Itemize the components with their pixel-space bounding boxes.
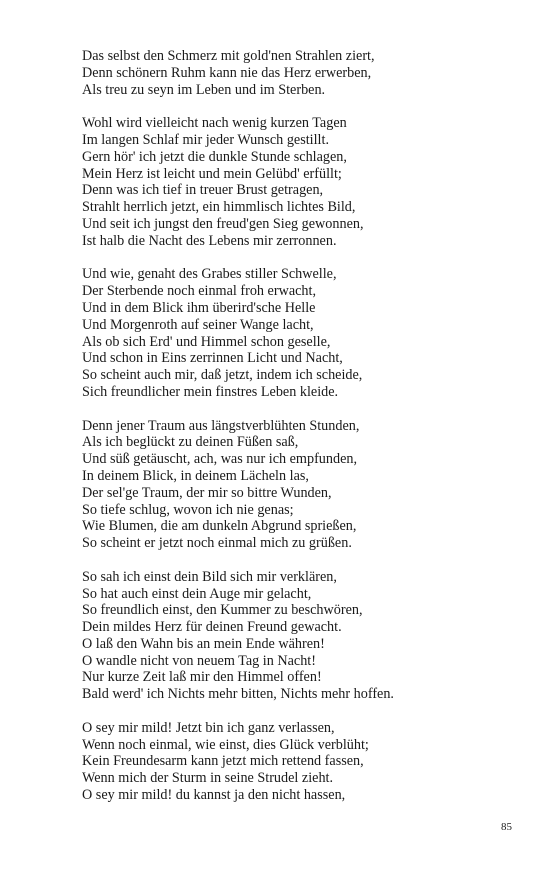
verse-line: Im langen Schlaf mir jeder Wunsch gestillt. (82, 131, 329, 148)
verse-line: Denn was ich tief in treuer Brust getragen, (82, 182, 324, 199)
verse-line: Und in dem Blick ihm überird'sche Helle (82, 299, 316, 316)
verse-line: Strahlt herrlich jetzt, ein himmlisch lichtes Bild, (82, 199, 356, 216)
verse-line: Denn jener Traum aus längstverblühten Stunden, (82, 417, 360, 434)
verse-line: O laß den Wahn bis an mein Ende währen! (82, 635, 325, 652)
stanza-5 (82, 569, 522, 703)
stanza-3 (82, 266, 522, 400)
verse-line: Das selbst den Schmerz mit gold'nen Strahlen ziert, (82, 48, 375, 64)
verse-line: Als treu zu seyn im Leben und im Sterben. (82, 81, 326, 98)
verse-line: So scheint er jetzt noch einmal mich zu grüßen. (82, 535, 352, 552)
verse-line: Und schon in Eins zerrinnen Licht und Nacht, (82, 350, 343, 367)
verse-line: Mein Herz ist leicht und mein Gelübd' erfüllt; (82, 165, 342, 182)
verse-line: Und wie, genaht des Grabes stiller Schwelle, (82, 266, 337, 283)
verse-line: O wandle nicht von neuem Tag in Nacht! (82, 652, 316, 669)
verse-line: Als ob sich Erd' und Himmel schon geselle, (82, 333, 331, 350)
verse-line: Denn schönern Ruhm kann nie das Herz erwerben, (82, 64, 372, 81)
verse-line: So sah ich einst dein Bild sich mir verklären, (82, 568, 337, 585)
verse-line: Dein mildes Herz für deinen Freund gewacht. (82, 619, 342, 636)
verse-line: Wie Blumen, die am dunkeln Abgrund sprießen, (82, 518, 357, 535)
verse-line: Sich freundlicher mein finstres Leben kleide. (82, 383, 339, 400)
verse-line: Kein Freundesarm kann jetzt mich rettend fassen, (82, 753, 364, 770)
verse-line: Wohl wird vielleicht nach wenig kurzen Tagen (82, 115, 347, 132)
stanza-1 (82, 48, 522, 98)
poem-text (82, 48, 522, 821)
verse-line: Wenn mich der Sturm in seine Strudel zieht. (82, 770, 334, 787)
verse-line: Und seit ich jungst den freud'gen Sieg gewonnen, (82, 215, 364, 232)
verse-line: So scheint auch mir, daß jetzt, indem ich scheide, (82, 367, 363, 384)
verse-line: Als ich beglückt zu deinen Füßen saß, (82, 434, 299, 451)
verse-line: O sey mir mild! Jetzt bin ich ganz verlassen, (82, 719, 335, 736)
verse-line: So freundlich einst, den Kummer zu beschwören, (82, 602, 363, 619)
verse-line: Und süß getäuscht, ach, was nur ich empfunden, (82, 451, 358, 468)
verse-line: In deinem Blick, in deinem Lächeln las, (82, 467, 309, 484)
verse-line: Bald werd' ich Nichts mehr bitten, Nichts mehr hoffen. (82, 686, 394, 703)
stanza-4 (82, 418, 522, 552)
verse-line: So hat auch einst dein Auge mir gelacht, (82, 585, 312, 602)
verse-line: Und Morgenroth auf seiner Wange lacht, (82, 316, 314, 333)
verse-line: O sey mir mild! du kannst ja den nicht hassen, (82, 787, 346, 804)
verse-line: So tiefe schlug, wovon ich nie genas; (82, 501, 294, 518)
verse-line: Der sel'ge Traum, der mir so bittre Wunden, (82, 484, 332, 501)
verse-line: Wenn noch einmal, wie einst, dies Glück verblüht; (82, 736, 369, 753)
stanza-6 (82, 720, 522, 804)
verse-line: Ist halb die Nacht des Lebens mir zerronnen. (82, 232, 337, 249)
page-number: 85 (501, 821, 512, 833)
stanza-2 (82, 115, 522, 249)
verse-line: Der Sterbende noch einmal froh erwacht, (82, 283, 316, 300)
verse-line: Gern hör' ich jetzt die dunkle Stunde schlagen, (82, 148, 347, 165)
verse-line: Nur kurze Zeit laß mir den Himmel offen! (82, 669, 322, 686)
